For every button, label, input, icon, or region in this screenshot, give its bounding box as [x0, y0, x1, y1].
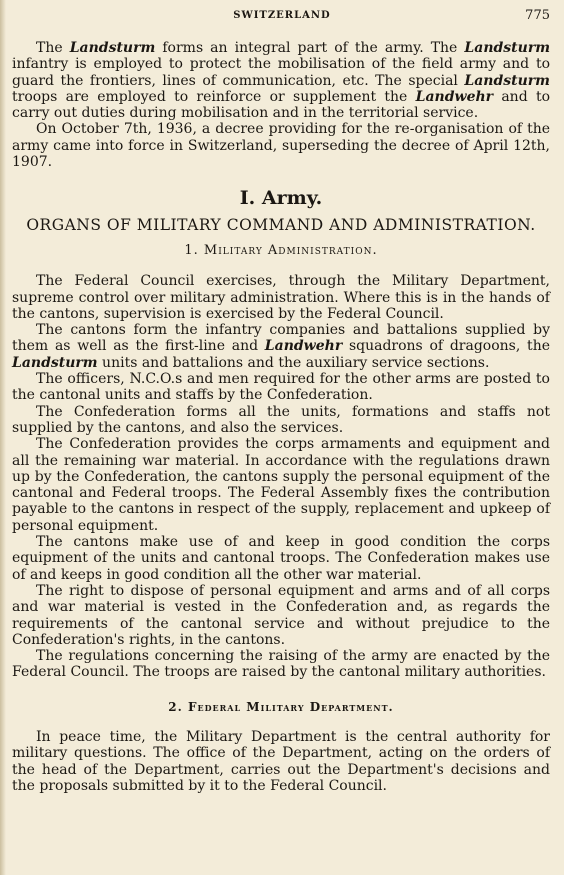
- text-run: units and battalions and the auxiliary service sections.: [97, 354, 490, 371]
- paragraph: The Confederation forms all the units, formations and staffs not supplied by the cantons, and also the services.: [12, 403, 550, 436]
- italic-term: Landsturm: [464, 40, 551, 56]
- page-gutter-shadow: [0, 0, 6, 875]
- body-text: [12, 40, 550, 794]
- page-header: [0, 8, 564, 26]
- italic-term: Landwehr: [264, 338, 343, 355]
- part-heading-military-administration: 1. Military Administration.: [184, 242, 378, 258]
- paragraph: The regulations concerning the raising of the army are enacted by the Federal Council. The troops are raised by the cantonal military authorities.: [12, 648, 550, 681]
- text-run: and to carry out duties during mobilisation and in the territorial service.: [12, 88, 551, 122]
- text-run: squadrons of dragoons, the: [342, 338, 550, 355]
- intro-paragraph-1: [12, 40, 550, 121]
- paragraph: The officers, N.C.O.s and men required for the other arms are posted to the cantonal units and staffs by the Confederation.: [12, 371, 550, 404]
- text-run: infantry is employed to protect the mobilisation of the field army and to guard the frontiers, lines of communication, etc. The special: [12, 56, 550, 89]
- italic-term: Landsturm: [464, 72, 550, 89]
- page-number: 775: [525, 8, 550, 23]
- paragraph: The Confederation provides the corps armaments and equipment and all the remaining war material. In accordance with the regulations drawn up by the Confederation, the cantons supply the personal equipment of the cantonal and Federal troops. The Federal Assembly fixes the contribution payable to the cantons in respect of the supply, replacement and upkeep of personal equipment.: [12, 436, 550, 534]
- text-run: forms an integral part of the army. The: [155, 40, 465, 56]
- paragraph: In peace time, the Military Department is the central authority for military questions. The office of the Department, acting on the orders of the head of the Department, carries out the Department's decisions and the proposals submitted by it to the Federal Council.: [12, 728, 550, 794]
- italic-term: Landsturm: [12, 354, 98, 371]
- text-run: troops are employed to reinforce or supplement the: [12, 88, 416, 105]
- paragraph: The Federal Council exercises, through the Military Department, supreme control over military administration. Where this is in the hands of the cantons, supervision is exercised by the Federal Council.: [12, 273, 550, 322]
- intro-paragraph-2: On October 7th, 1936, a decree providing for the re-organisation of the army came into force in Switzerland, superseding the decree of April 12th, 1907.: [12, 121, 550, 171]
- text-run: The: [36, 40, 70, 56]
- part-heading-federal-military-department: 2. Federal Military Department.: [168, 699, 394, 714]
- italic-term: Landsturm: [69, 40, 156, 56]
- italic-term: Landwehr: [415, 88, 494, 105]
- section-title: I. Army.: [239, 187, 323, 210]
- paragraph: [12, 322, 550, 371]
- text-run: The cantons form the infantry companies and battalions supplied by them as well as the first-line and: [12, 322, 550, 355]
- paragraph: The right to dispose of personal equipment and arms and of all corps and war material is vested in the Confederation and, as regards the requirements of the cantonal service and without prejudice to the Confederation's rights, in the cantons.: [12, 582, 550, 648]
- running-title: SWITZERLAND: [233, 10, 331, 21]
- paragraph: The cantons make use of and keep in good condition the corps equipment of the units and cantonal troops. The Confederation makes use of and keeps in good condition all the other war material.: [12, 534, 550, 583]
- subsection-title: ORGANS OF MILITARY COMMAND AND ADMINISTRATION.: [26, 215, 536, 234]
